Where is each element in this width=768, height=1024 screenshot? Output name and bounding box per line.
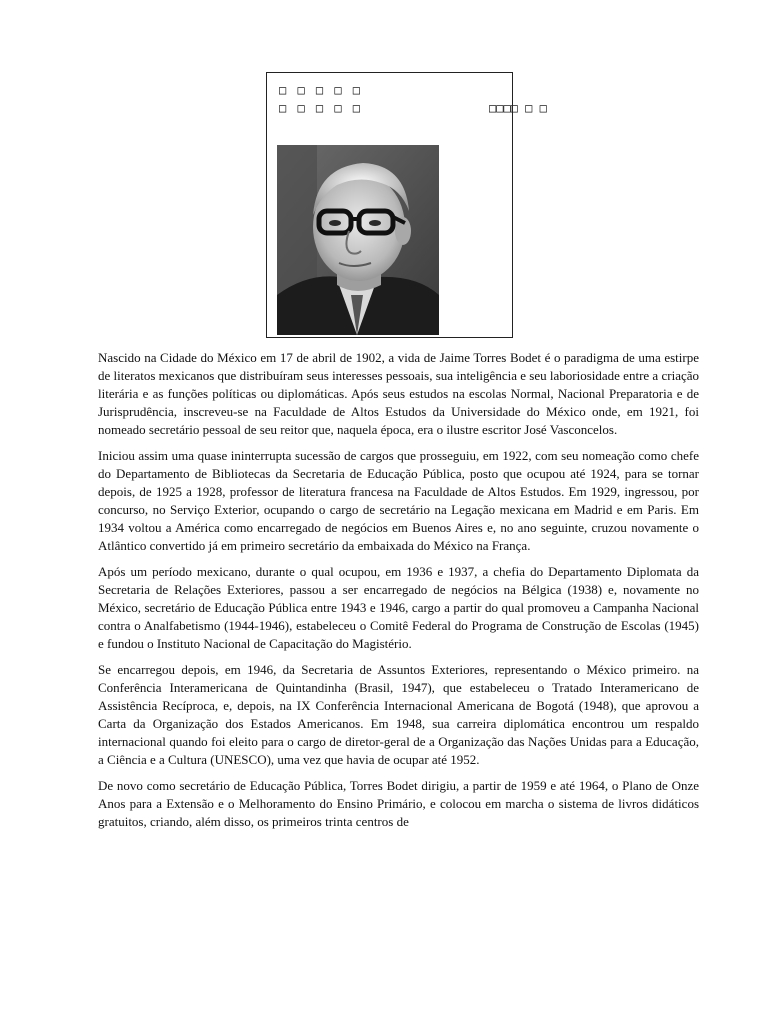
header-box (266, 72, 547, 338)
paragraph-2: Iniciou assim uma quase ininterrupta sucessão de cargos que prosseguiu, em 1922, com seu nomeação como chefe do Departamento de Bibliotecas da Secretaria de Educação Pública, posto que ocupou até 1924, para se tornar depois, de 1925 a 1928, professor de literatura francesa na Faculdade de Altos Estudos. Em 1929, ingressou, por concurso, no Serviço Exterior, ocupando o cargo de secretário na Legação mexicana em Madrid e em Paris. Em 1934 voltou a América como encarregado de negócios em Buenos Aires e, no ano seguinte, cruzou novamente o Atlântico convertido já em primeiro secretário da embaixada do México na França. (98, 448, 699, 553)
paragraph-5: De novo como secretário de Educação Pública, Torres Bodet dirigiu, a partir de 1959 e até 1964, o Plano de Onze Anos para a Extensão e o Melhoramento do Ensino Primário, e colocou em marcha o sistema de livros didáticos gratuitos, criando, além disso, os primeiros trinta centros de (98, 778, 699, 829)
paragraph-1: Nascido na Cidade do México em 17 de abril de 1902, a vida de Jaime Torres Bodet é o paradigma de uma estirpe de literatos mexicanos que distribuíram seus interesses pessoais, sua inteligência e seu laboriosidade entre a criação literária e as funções políticas ou diplomáticas. Após seus estudos na escolas Normal, Nacional Preparatoria e de Jurisprudência, inscreveu-se na Faculdade de Altos Estudos da Universidade do México onde, em 1921, foi nomeado secretário pessoal de seu reitor que, naquela época, era o ilustre escritor José Vasconcelos. (98, 350, 699, 437)
portrait-photo-icon (277, 145, 439, 335)
header-glyphs-top: □ □ □ □ □ (279, 83, 363, 97)
header-glyphs-right: □□□□ □ □ (489, 101, 547, 115)
paragraph-4: Se encarregou depois, em 1946, da Secretaria de Assuntos Exteriores, representando o México primeiro. na Conferência Interamericana de Quintandinha (Brasil, 1947), que estabeleceu o Tratado Interamericano de Assistência Recíproca, e, depois, na IX Conferência Internacional Americana de Bogotá (1948), que aprovou a Carta da Organização dos Estados Americanos. Em 1948, sua carreira diplomática encontrou um respaldo internacional quando foi eleito para o cargo de diretor-geral de a Organização das Nações Unidas para a Educação, a Ciência e a Cultura (UNESCO), uma vez que havia de ocupar até 1952. (98, 662, 699, 767)
article-body (98, 349, 699, 839)
header-glyphs-left: □ □ □ □ □ (279, 101, 363, 115)
portrait-photo (277, 145, 439, 335)
paragraph-3: Após um período mexicano, durante o qual ocupou, em 1936 e 1937, a chefia do Departamento Diplomata da Secretaria de Relações Exteriores, passou a ser encarregado de negócios na Bélgica (1938) e, novamente no México, secretário de Educação Pública entre 1943 e 1946, cargo a partir do qual promoveu a Campanha Nacional contra o Analfabetismo (1944-1946), estabeleceu o Comitê Federal do Programa de Construção de Escolas (1945) e fundou o Instituto Nacional de Capacitação do Magistério. (98, 564, 699, 651)
